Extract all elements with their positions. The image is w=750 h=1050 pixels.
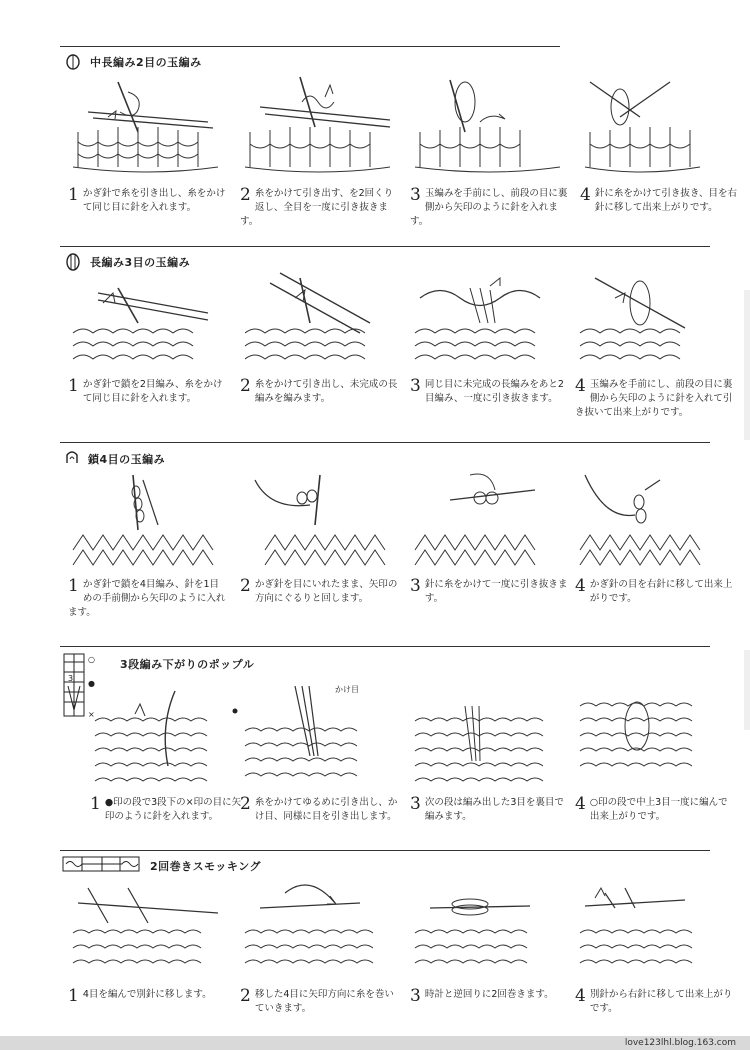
step-number: 3	[410, 986, 421, 1006]
step-number: 1	[68, 576, 79, 596]
step-text: 移した4目に矢印方向に糸を巻いていきます。	[254, 989, 394, 1014]
step-number: 1	[68, 185, 79, 205]
knitting-illustration	[575, 878, 735, 983]
step-number: 2	[240, 576, 251, 596]
knitting-illustration	[410, 268, 570, 373]
knitting-illustration	[410, 470, 570, 575]
step-text: かぎ針の目を右針に移して出来上がりです。	[589, 579, 733, 604]
knitting-illustration	[410, 878, 570, 983]
footer-bar	[0, 1036, 750, 1050]
step-number: 4	[575, 794, 586, 814]
step-number: 4	[575, 376, 586, 396]
step-number: 1	[68, 376, 79, 396]
step-number: 2	[240, 376, 251, 396]
knitting-illustration	[240, 72, 400, 177]
step-caption	[410, 578, 570, 606]
step-text: 同じ目に未完成の長編みをあと2目編み、一度に引き抜きます。	[424, 379, 564, 404]
step-text: 時計と逆回りに2回巻きます。	[424, 989, 554, 1000]
section-divider	[60, 246, 710, 247]
section-divider	[60, 46, 560, 47]
step-caption	[575, 796, 735, 824]
step-text: 糸をかけてゆるめに引き出し、かけ目、同様に目を引き出します。	[254, 797, 398, 822]
step-text: 糸をかけて引き出す、を2回くり返し、全目を一度に引き抜きます。	[240, 188, 394, 227]
section-divider	[60, 850, 710, 851]
section-3	[0, 442, 750, 642]
step-text: 4目を編んで別針に移します。	[82, 989, 212, 1000]
smocking-symbol-icon	[62, 856, 140, 872]
section-2	[0, 246, 750, 446]
step-number: 4	[575, 576, 586, 596]
step-number: 3	[410, 794, 421, 814]
step-text: ●印の段で3段下の×印の目に矢印のように針を入れます。	[104, 797, 242, 822]
step-number: 3	[410, 376, 421, 396]
knitting-illustration	[240, 268, 400, 373]
yarn-over-label: かけ目	[335, 685, 359, 694]
scan-edge	[744, 650, 750, 730]
chart-grid	[62, 652, 86, 718]
step-number: 2	[240, 185, 251, 205]
step-caption	[240, 187, 400, 229]
step-caption	[90, 796, 250, 824]
section-divider	[60, 646, 710, 647]
knitting-illustration	[575, 686, 735, 791]
step-text: 針に糸をかけて引き抜き、目を右針に移して出来上がりです。	[594, 188, 737, 213]
knitting-illustration	[410, 72, 570, 177]
scan-edge	[744, 290, 750, 440]
knitting-illustration	[240, 470, 400, 575]
chart-label-mid: ●	[88, 679, 95, 688]
step-text: かぎ針で鎖を4目編み、針を1目めの手前側から矢印のように入れます。	[68, 579, 226, 618]
step-text: かぎ針で鎖を2目編み、糸をかけて同じ目に針を入れます。	[82, 379, 223, 404]
step-number: 3	[410, 576, 421, 596]
step-text: かぎ針を目にいれたまま、矢印の方向にぐるりと回します。	[254, 579, 398, 604]
knitting-illustration	[580, 72, 740, 177]
chart-row-number: 3	[68, 674, 74, 683]
knitting-illustration	[68, 878, 228, 983]
step-caption	[410, 187, 570, 229]
puff-stitch-symbol-icon	[64, 52, 82, 70]
knitting-illustration	[240, 878, 400, 983]
step-number: 4	[575, 986, 586, 1006]
step-text: 糸をかけて引き出し、未完成の長編みを編みます。	[254, 379, 398, 404]
step-caption	[410, 796, 570, 824]
step-text: 別針から右針に移して出来上がりです。	[589, 989, 733, 1014]
step-text: 玉編みを手前にし、前段の目に裏側から矢印のように針を入れます。	[410, 188, 568, 227]
section-title: 2回巻きスモッキング	[150, 860, 261, 873]
step-caption	[68, 187, 228, 215]
step-number: 2	[240, 986, 251, 1006]
step-text: 次の段は編み出した3目を裏目で編みます。	[424, 797, 564, 822]
chart-label-top: ○	[88, 655, 95, 664]
step-caption	[580, 187, 740, 215]
chart-label-bottom: ×	[88, 710, 95, 719]
step-text: かぎ針で糸を引き出し、糸をかけて同じ目に針を入れます。	[82, 188, 226, 213]
knitting-illustration	[90, 686, 250, 791]
step-caption	[240, 378, 400, 406]
step-caption	[240, 988, 400, 1016]
step-caption	[575, 378, 735, 420]
step-text: 針に糸をかけて一度に引き抜きます。	[424, 579, 568, 604]
step-caption	[575, 578, 735, 606]
section-divider	[60, 442, 710, 443]
knitting-illustration	[68, 268, 228, 373]
step-text: 玉編みを手前にし、前段の目に裏側から矢印のように針を入れて引き抜いて出来上がりです。	[575, 379, 733, 418]
step-number: 1	[68, 986, 79, 1006]
step-caption	[410, 378, 570, 406]
section-5	[0, 850, 750, 1035]
knitting-illustration	[575, 470, 735, 575]
section-1	[0, 40, 750, 240]
step-caption	[410, 988, 570, 1005]
step-text: ○印の段で中上3目一度に編んで出来上がりです。	[589, 797, 728, 822]
section-4	[0, 646, 750, 846]
knitting-illustration	[410, 686, 570, 791]
step-caption	[68, 378, 228, 406]
step-number: 2	[240, 794, 251, 814]
step-caption	[68, 578, 228, 620]
step-number: 4	[580, 185, 591, 205]
section-title: 長編み3目の玉編み	[90, 256, 191, 269]
step-caption	[240, 796, 400, 824]
knitting-illustration	[68, 470, 228, 575]
knitting-illustration	[68, 72, 228, 177]
step-number: 1	[90, 794, 101, 814]
section-title: 鎖4目の玉編み	[88, 453, 166, 466]
step-caption	[68, 988, 228, 1005]
knitting-illustration	[240, 686, 400, 791]
step-caption	[575, 988, 735, 1016]
step-number: 3	[410, 185, 421, 205]
section-title: 中長編み2目の玉編み	[90, 56, 202, 69]
footer-site: love123lhl.blog.163.com	[624, 1038, 736, 1048]
knitting-illustration	[575, 268, 735, 373]
section-title: 3段編み下がりのポップル	[120, 658, 255, 671]
chain-puff-symbol-icon	[64, 449, 80, 465]
step-caption	[240, 578, 400, 606]
